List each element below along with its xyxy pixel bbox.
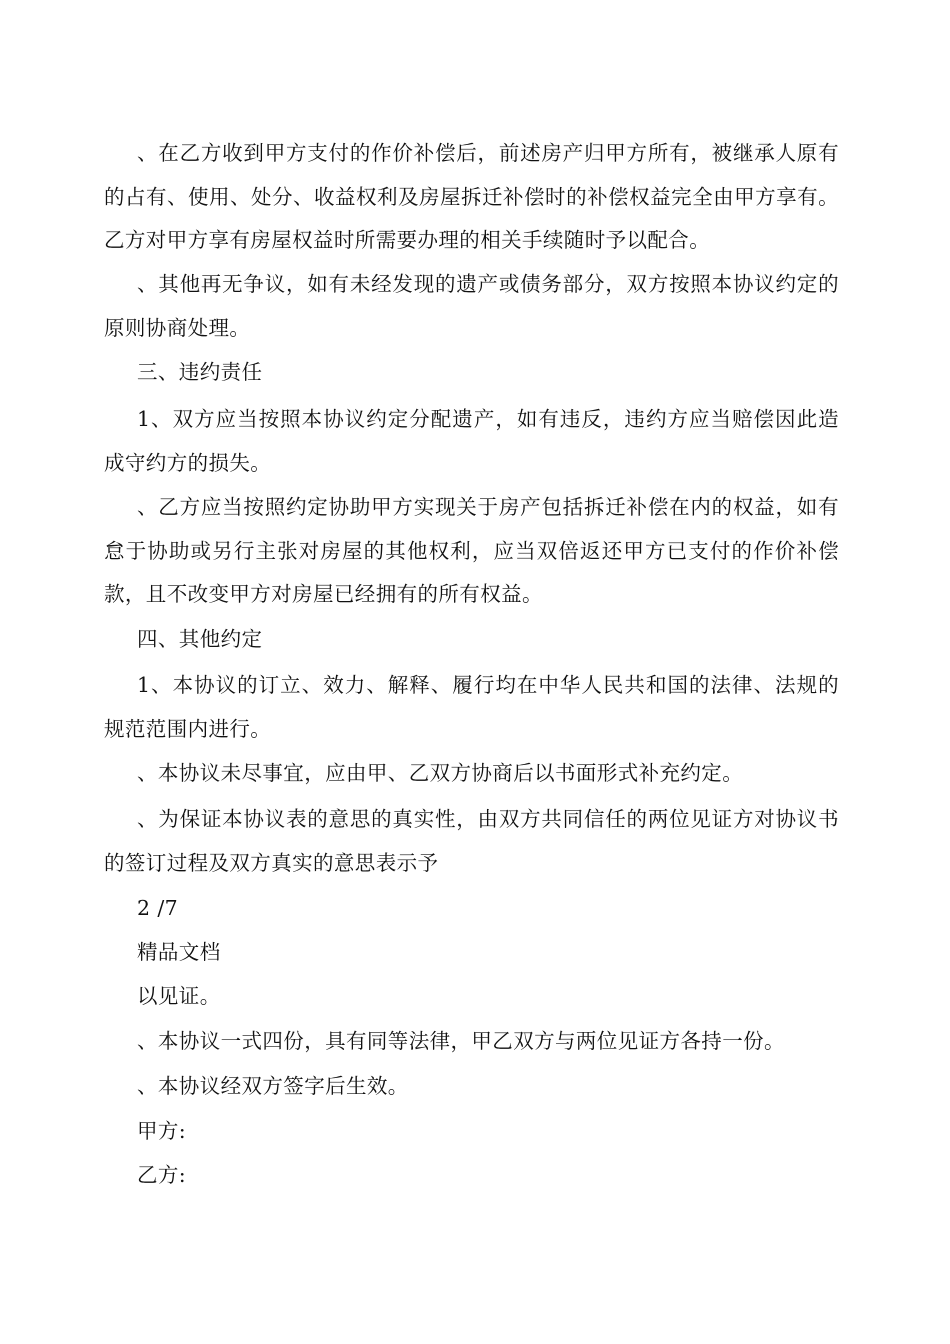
watermark-text: 精品文档 bbox=[137, 940, 221, 964]
paragraph-assist-obligation: 、乙方应当按照约定协助甲方实现关于房产包括拆迁补偿在内的权益，如有怠于协助或另行主张对房屋的其他权利，应当双倍返还甲方已支付的作价补偿款，且不改变甲方对房屋已经拥有的所有权益。 bbox=[104, 495, 839, 606]
paragraph-witness: 、为保证本协议表的意思的真实性，由双方共同信任的两位见证方对协议书的签订过程及双方真实的意思表示予 bbox=[104, 807, 839, 875]
signature-party-a: 甲方: bbox=[137, 1119, 187, 1143]
paragraph-no-dispute: 、其他再无争议，如有未经发现的遗产或债务部分，双方按照本协议约定的原则协商处理。 bbox=[104, 272, 839, 340]
paragraph-supplement: 、本协议未尽事宜，应由甲、乙双方协商后以书面形式补充约定。 bbox=[137, 761, 744, 785]
signature-party-b: 乙方: bbox=[137, 1163, 187, 1187]
section-title-other: 四、其他约定 bbox=[137, 627, 263, 651]
paragraph-property-ownership: 、在乙方收到甲方支付的作价补偿后，前述房产归甲方所有，被继承人原有的占有、使用、处分、收益权利及房屋拆迁补偿时的补偿权益完全由甲方享有。乙方对甲方享有房屋权益时所需要办理的相关手续随时予以配合。 bbox=[104, 141, 839, 252]
section-title-breach: 三、违约责任 bbox=[137, 360, 263, 384]
paragraph-breach-compensation: 1、双方应当按照本协议约定分配遗产，如有违反，违约方应当赔偿因此造成守约方的损失。 bbox=[104, 407, 839, 475]
page-number: 2 /7 bbox=[137, 896, 179, 920]
paragraph-witness-continued: 以见证。 bbox=[137, 984, 221, 1008]
paragraph-governing-law: 1、本协议的订立、效力、解释、履行均在中华人民共和国的法律、法规的规范范围内进行。 bbox=[104, 673, 839, 741]
paragraph-copies: 、本协议一式四份，具有同等法律，甲乙双方与两位见证方各持一份。 bbox=[137, 1029, 785, 1053]
paragraph-effective: 、本协议经双方签字后生效。 bbox=[137, 1074, 409, 1098]
